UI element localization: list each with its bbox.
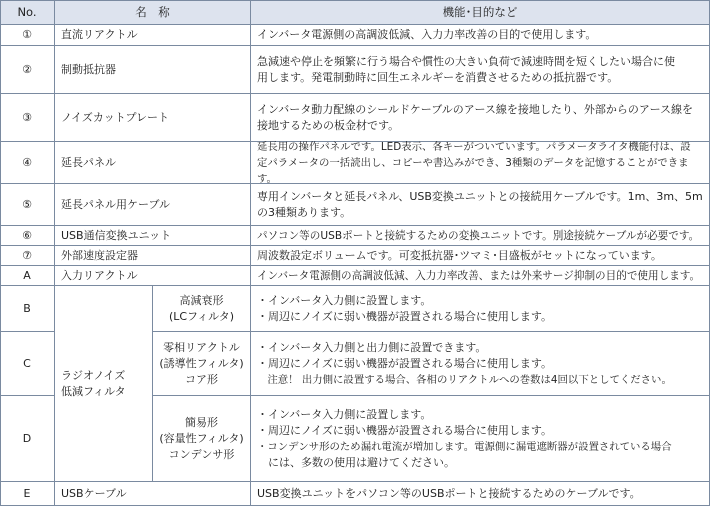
row-5-no: ⑤	[0, 184, 55, 226]
row-3-name: ノイズカットプレート	[55, 94, 251, 142]
row-a-no: A	[0, 266, 55, 286]
row-4-name: 延長パネル	[55, 142, 251, 184]
row-7-no: ⑦	[0, 246, 55, 266]
row-b-type-line-2: (LCフィルタ)	[168, 309, 235, 323]
row-b-desc	[251, 286, 710, 332]
row-b-type-line-1: 高減衰形	[179, 293, 224, 307]
row-a-desc	[251, 266, 710, 286]
row-d-desc-line-4: には、多数の使用は避けてください。	[257, 455, 455, 469]
row-3-no: ③	[0, 94, 55, 142]
row-c-type-line-1: 零相リアクトル	[163, 340, 240, 354]
row-c-no: C	[0, 332, 55, 396]
row-3-desc-line-2: 接地するための板金材です。	[257, 118, 400, 132]
row-e-no: E	[0, 482, 55, 506]
row-d-type-line-1: 簡易形	[185, 415, 218, 429]
row-d-type-line-2: (容量性フィルタ)	[159, 431, 244, 445]
row-3-desc-line-1: インバータ動力配線のシールドケーブルのアース線を接地したり、外部からのアース線を	[257, 102, 694, 116]
row-5-desc	[251, 184, 710, 226]
header-function: 機能･目的など	[251, 0, 710, 25]
row-2-name: 制動抵抗器	[55, 46, 251, 94]
row-b-desc-line-2: ・周辺にノイズに弱い機器が設置される場合に使用します。	[257, 309, 553, 323]
row-4-desc-line-1: 延長用の操作パネルです。LED表示、各キーがついています。パラメータライタ機能付は、設	[257, 140, 691, 153]
row-d-desc	[251, 396, 710, 482]
row-2-no: ②	[0, 46, 55, 94]
row-d-desc-line-2: ・周辺にノイズに弱い機器が設置される場合に使用します。	[257, 423, 553, 437]
row-2-desc	[251, 46, 710, 94]
row-e-desc-line-1: USB変換ユニットをパソコン等のUSBポートと接続するためのケーブルです。	[257, 486, 641, 500]
radio-group-line-1: ラジオノイズ	[61, 368, 126, 382]
row-e-name: USBケーブル	[55, 482, 251, 506]
row-6-name: USB通信変換ユニット	[55, 226, 251, 246]
row-c-desc-line-2: ・周辺にノイズに弱い機器が設置される場合に使用します。	[257, 356, 553, 370]
row-1-no: ①	[0, 25, 55, 46]
row-c-type-line-3: コア形	[185, 372, 218, 386]
row-d-desc-line-1: ・インバータ入力側に設置します。	[257, 407, 432, 421]
row-d-type-line-3: コンデンサ形	[168, 447, 235, 461]
row-b-type	[153, 286, 251, 332]
row-c-desc-line-3: 注意！ 出力側に設置する場合、各相のリアクトルへの巻数は4回以下としてください。	[257, 373, 672, 386]
row-b-desc-line-1: ・インバータ入力側に設置します。	[257, 293, 432, 307]
row-d-no: D	[0, 396, 55, 482]
row-1-desc-line-1: インバータ電源側の高調波低減、入力力率改善の目的で使用します。	[257, 28, 597, 41]
row-2-desc-line-2: 用します。発電制動時に回生エネルギーを消費させるための抵抗器です。	[257, 70, 619, 84]
header-name: 名 称	[55, 0, 251, 25]
row-d-type	[153, 396, 251, 482]
row-5-desc-line-1: 専用インバータと延長パネル、USB変換ユニットとの接続用ケーブルです。1m、3m、5m	[257, 189, 703, 203]
row-6-desc	[251, 226, 710, 246]
row-6-no: ⑥	[0, 226, 55, 246]
row-1-name: 直流リアクトル	[55, 25, 251, 46]
header-no: No.	[0, 0, 55, 25]
row-7-desc	[251, 246, 710, 266]
row-b-no: B	[0, 286, 55, 332]
row-a-name: 入力リアクトル	[55, 266, 251, 286]
row-a-desc-line-1: インバータ電源側の高調波低減、入力力率改善、または外来サージ抑制の目的で使用します。	[257, 269, 701, 282]
row-d-desc-line-3: ・コンデンサ形のため漏れ電流が増加します。電源側に漏電遮断器が設置されている場合	[257, 440, 672, 453]
row-c-desc	[251, 332, 710, 396]
row-5-name: 延長パネル用ケーブル	[55, 184, 251, 226]
row-3-desc	[251, 94, 710, 142]
row-5-desc-line-2: の3種類あります。	[257, 205, 352, 219]
row-c-type-line-2: (誘導性フィルタ)	[159, 356, 244, 370]
row-4-no: ④	[0, 142, 55, 184]
row-6-desc-line-1: パソコン等のUSBポートと接続するための変換ユニットです。別途接続ケーブルが必要です。	[257, 229, 700, 242]
radio-noise-filter-group	[55, 286, 153, 482]
row-7-desc-line-1: 周波数設定ボリュームです。可変抵抗器･ツマミ･目盛板がセットになっています。	[257, 248, 662, 262]
row-c-type	[153, 332, 251, 396]
row-7-name: 外部速度設定器	[55, 246, 251, 266]
row-2-desc-line-1: 急減速や停止を頻繁に行う場合や慣性の大きい負荷で減速時間を短くしたい場合に使	[257, 54, 675, 68]
radio-group-line-2: 低減フィルタ	[61, 384, 126, 398]
row-e-desc	[251, 482, 710, 506]
row-4-desc-line-2: 定パラメータの一括読出し、コピーや書込みができ、3種類のデータを記憶することができます。	[257, 156, 689, 185]
row-c-desc-line-1: ・インバータ入力側と出力側に設置できます。	[257, 340, 487, 354]
row-4-desc	[251, 142, 710, 184]
row-1-desc	[251, 25, 710, 46]
